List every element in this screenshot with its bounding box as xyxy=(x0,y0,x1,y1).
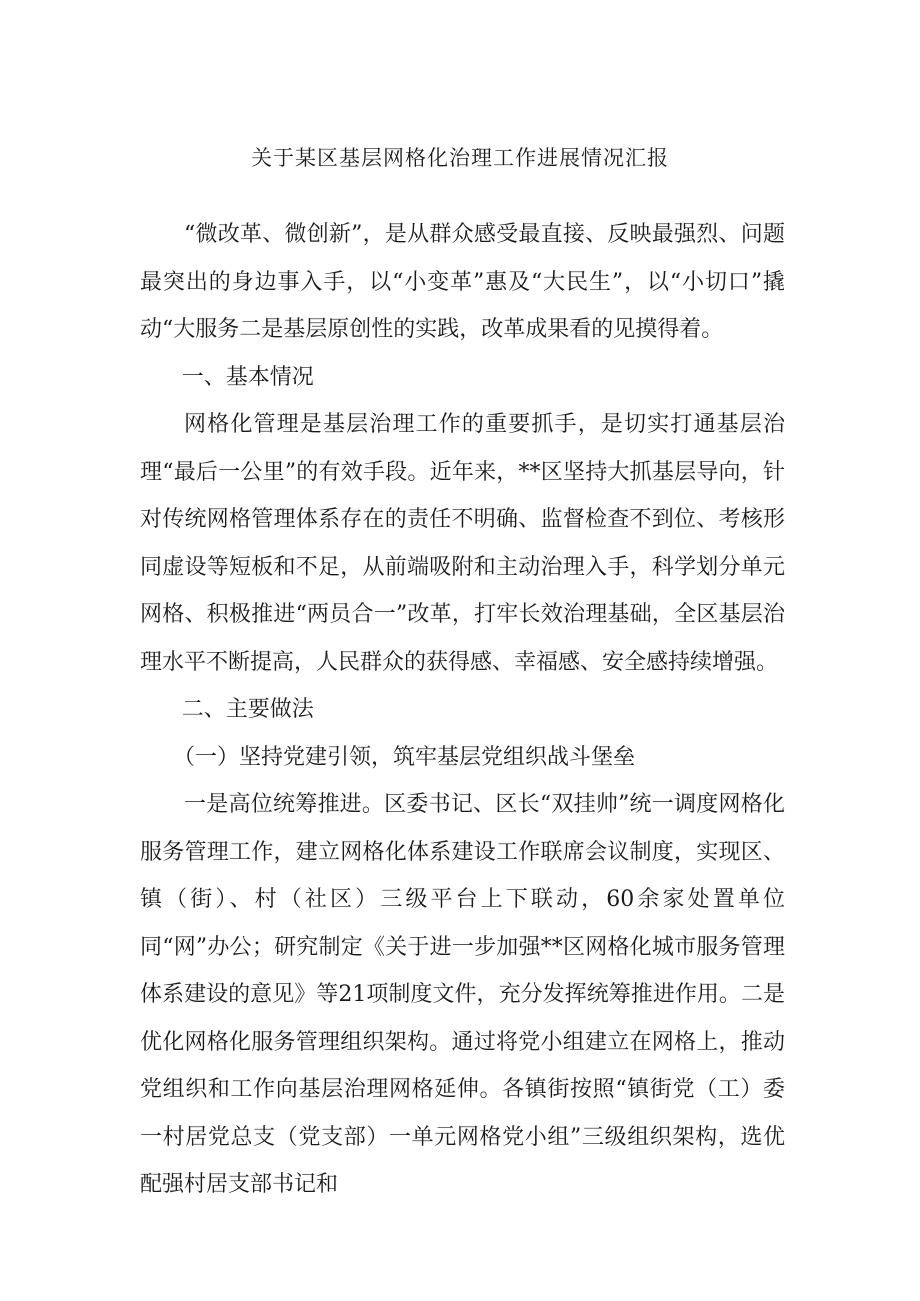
document-title: 关于某区基层网格化治理工作进展情况汇报 xyxy=(251,146,669,170)
intro-paragraph: “微改革、微创新”，是从群众感受最直接、反映最强烈、问题最突出的身边事入手，以“小变革”惠及“大民生”，以“小切口”撬动“大服务二是基层原创性的实践，改革成果看的见摸得着。 xyxy=(140,222,785,342)
section-heading-main-practices: 二、主要做法 xyxy=(181,697,314,722)
subsection1-paragraph: 一是高位统筹推进。区委书记、区长“双挂帅”统一调度网格化服务管理工作，建立网格化体系建设工作联席会议制度，实现区、镇（街）、村（社区）三级平台上下联动，60余家处置单位同“网”办公；研究制定《关于进一步加强**区网格化城市服务管理体系建设的意见》等21项制度文件，充分发挥统筹推进作用。二是优化网格化服务管理组织架构。通过将党小组建立在网格上，推动党组织和工作向基层治理网格延伸。各镇街按照“镇街党（工）委一村居党总支（党支部）一单元网格党小组”三级组织架构，选优配强村居支部书记和 xyxy=(140,792,785,1197)
document-body xyxy=(140,183,785,1209)
section1-paragraph: 网格化管理是基层治理工作的重要抓手，是切实打通基层治理“最后一公里”的有效手段。近年来，**区坚持大抓基层导向，针对传统网格管理体系存在的责任不明确、监督检查不到位、考核形同虚设等短板和不足，从前端吸附和主动治理入手，科学划分单元网格、积极推进“两员合一”改革，打牢长效治理基础，全区基层治理水平不断提高，人民群众的获得感、幸福感、安全感持续增强。 xyxy=(140,412,785,675)
subsection-heading-party-building: （一）坚持党建引领，筑牢基层党组织战斗堡垒 xyxy=(173,744,636,770)
section-heading-basic-situation: 一、基本情况 xyxy=(181,364,314,390)
